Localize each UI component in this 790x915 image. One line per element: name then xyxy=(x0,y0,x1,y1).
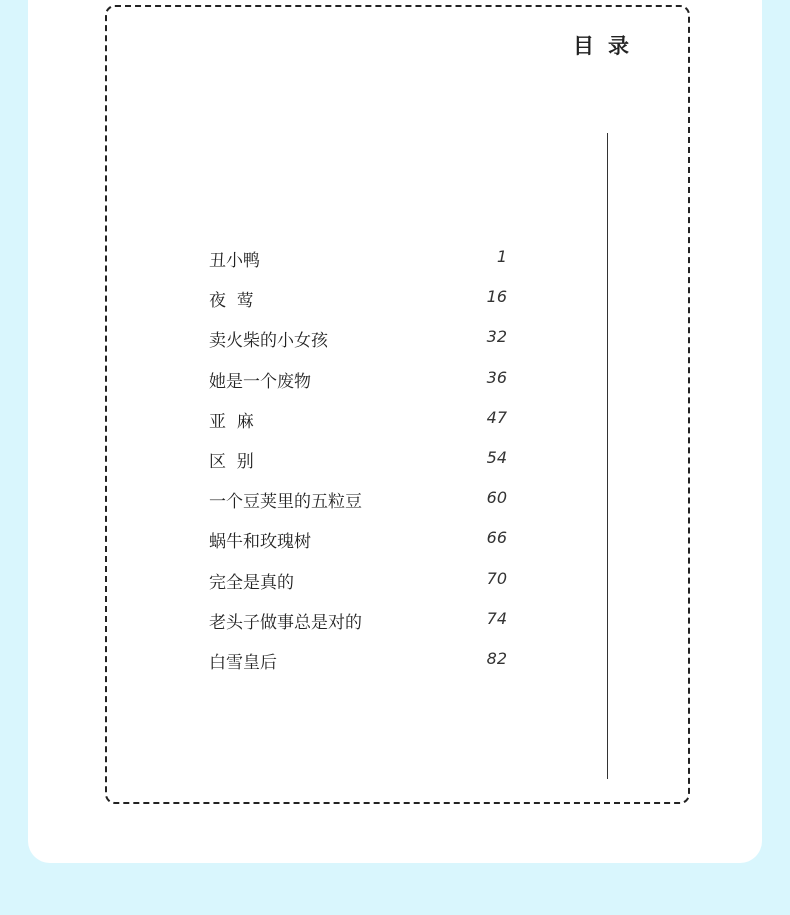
toc-entry-title: 区 别 xyxy=(209,451,254,472)
toc-entry-title: 她是一个废物 xyxy=(209,371,311,392)
toc-entry-page: 36 xyxy=(486,367,507,387)
toc-entry[interactable] xyxy=(209,244,509,284)
toc-entry-page: 66 xyxy=(486,528,507,548)
toc-title: 目录 xyxy=(573,33,643,58)
toc-entry-title: 蜗牛和玫瑰树 xyxy=(209,532,311,553)
vertical-rule xyxy=(607,133,608,779)
toc-entry-title: 亚 麻 xyxy=(209,411,254,432)
toc-entry[interactable] xyxy=(209,405,509,445)
toc-entry[interactable] xyxy=(209,485,509,525)
toc-entry[interactable] xyxy=(209,606,509,646)
toc-entry-title: 一个豆荚里的五粒豆 xyxy=(209,492,362,513)
toc-entry-title: 丑小鸭 xyxy=(209,251,260,271)
toc-entry-page: 60 xyxy=(486,488,507,508)
toc-entry-title: 夜 莺 xyxy=(209,291,254,312)
toc-entry-title: 老头子做事总是对的 xyxy=(209,612,362,633)
toc-entry[interactable] xyxy=(209,525,509,565)
toc-entry[interactable] xyxy=(209,324,509,364)
toc-entry-page: 1 xyxy=(496,247,507,266)
toc-entry[interactable] xyxy=(209,445,509,485)
toc-entry-page: 82 xyxy=(486,648,507,668)
toc-list xyxy=(209,244,509,686)
toc-entry[interactable] xyxy=(209,284,509,324)
toc-entry-page: 74 xyxy=(486,608,507,628)
toc-entry-page: 70 xyxy=(486,568,507,588)
toc-entry-title: 完全是真的 xyxy=(209,572,294,593)
toc-entry-page: 47 xyxy=(486,407,507,427)
toc-entry[interactable] xyxy=(209,566,509,606)
toc-entry-page: 32 xyxy=(486,327,507,347)
toc-entry[interactable] xyxy=(209,365,509,405)
toc-entry-page: 54 xyxy=(486,447,507,467)
toc-entry-title: 白雪皇后 xyxy=(209,652,277,673)
toc-entry-title: 卖火柴的小女孩 xyxy=(209,331,328,352)
toc-entry-page: 16 xyxy=(486,287,507,307)
toc-entry[interactable] xyxy=(209,646,509,686)
